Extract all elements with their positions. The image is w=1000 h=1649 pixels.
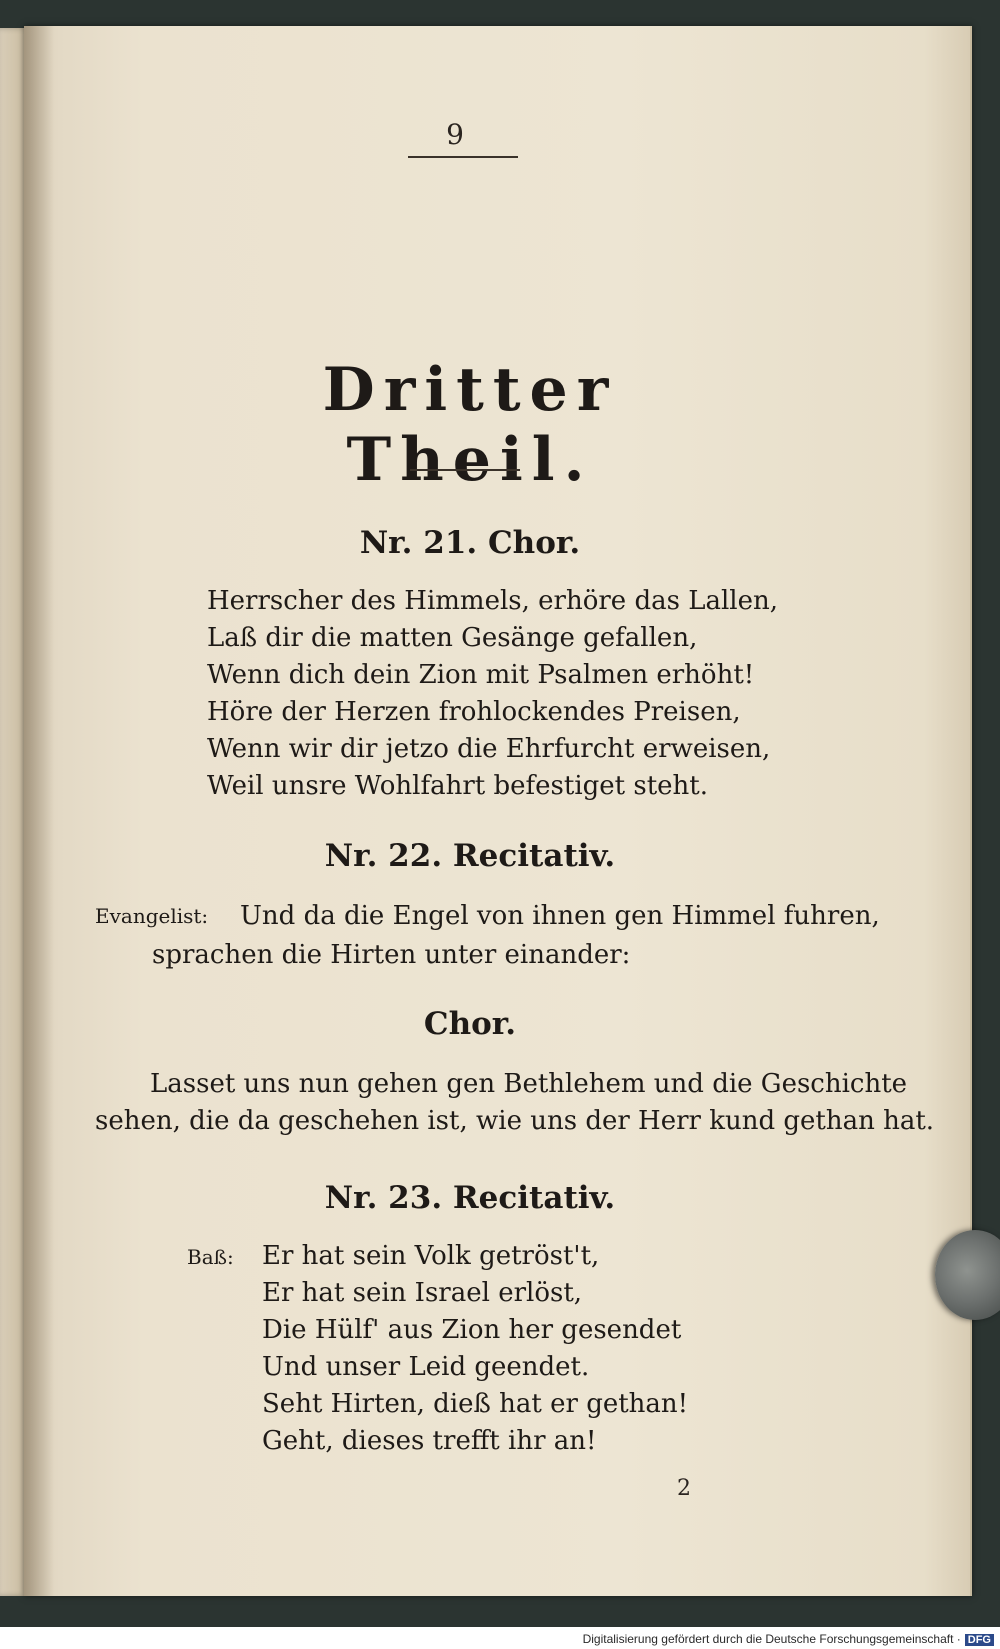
heading-nr21: Nr. 21. Chor.: [359, 525, 581, 561]
heading-nr22: Nr. 22. Recitativ.: [324, 838, 616, 874]
spine-shadow: [24, 26, 54, 1596]
verse-line: Wenn dich dein Zion mit Psalmen erhöht!: [207, 660, 755, 690]
heading-chor: Chor.: [423, 1006, 517, 1042]
verse-line: Wenn wir dir jetzo die Ehrfurcht erweisen,: [207, 734, 771, 764]
verse-line: Geht, dieses trefft ihr an!: [262, 1426, 597, 1456]
verse-line: Die Hülf' aus Zion her gesendet: [262, 1315, 682, 1345]
evangelist-line-1: Und da die Engel von ihnen gen Himmel fuhren,: [240, 901, 880, 931]
footer-credit: [583, 1632, 994, 1646]
page-number-top: 9: [446, 118, 464, 151]
verse-line: Weil unsre Wohlfahrt befestiget steht.: [207, 771, 709, 801]
verse-line: Höre der Herzen frohlockendes Preisen,: [207, 697, 741, 727]
verse-line: Laß dir die matten Gesänge gefallen,: [207, 623, 698, 653]
verse-line: Er hat sein Volk getröst't,: [262, 1241, 600, 1271]
title-rule: [410, 469, 520, 471]
speaker-evangelist: Evangelist:: [95, 904, 209, 928]
signature-mark: 2: [677, 1476, 691, 1501]
verse-nr23: [262, 1238, 688, 1460]
verse-nr21: [207, 583, 778, 805]
evangelist-line-2: sprachen die Hirten unter einander:: [152, 940, 631, 970]
chor-line-1: Lasset uns nun gehen gen Bethlehem und die Geschichte: [150, 1069, 908, 1099]
speaker-bass: Baß:: [187, 1245, 234, 1269]
verse-line: Er hat sein Israel erlöst,: [262, 1278, 583, 1308]
footer-bar: [0, 1627, 1000, 1649]
heading-nr23: Nr. 23. Recitativ.: [324, 1180, 616, 1216]
dfg-logo: DFG: [965, 1634, 994, 1646]
top-rule: [408, 156, 518, 158]
verse-line: Und unser Leid geendet.: [262, 1352, 590, 1382]
chor-line-2: sehen, die da geschehen ist, wie uns der Herr kund gethan hat.: [95, 1106, 935, 1136]
footer-credit-text: Digitalisierung gefördert durch die Deutsche Forschungsgemeinschaft ·: [582, 1632, 961, 1646]
verse-line: Herrscher des Himmels, erhöre das Lallen,: [207, 586, 778, 616]
verse-line: Seht Hirten, dieß hat er gethan!: [262, 1389, 689, 1419]
part-title: Dritter Theil.: [322, 355, 618, 495]
